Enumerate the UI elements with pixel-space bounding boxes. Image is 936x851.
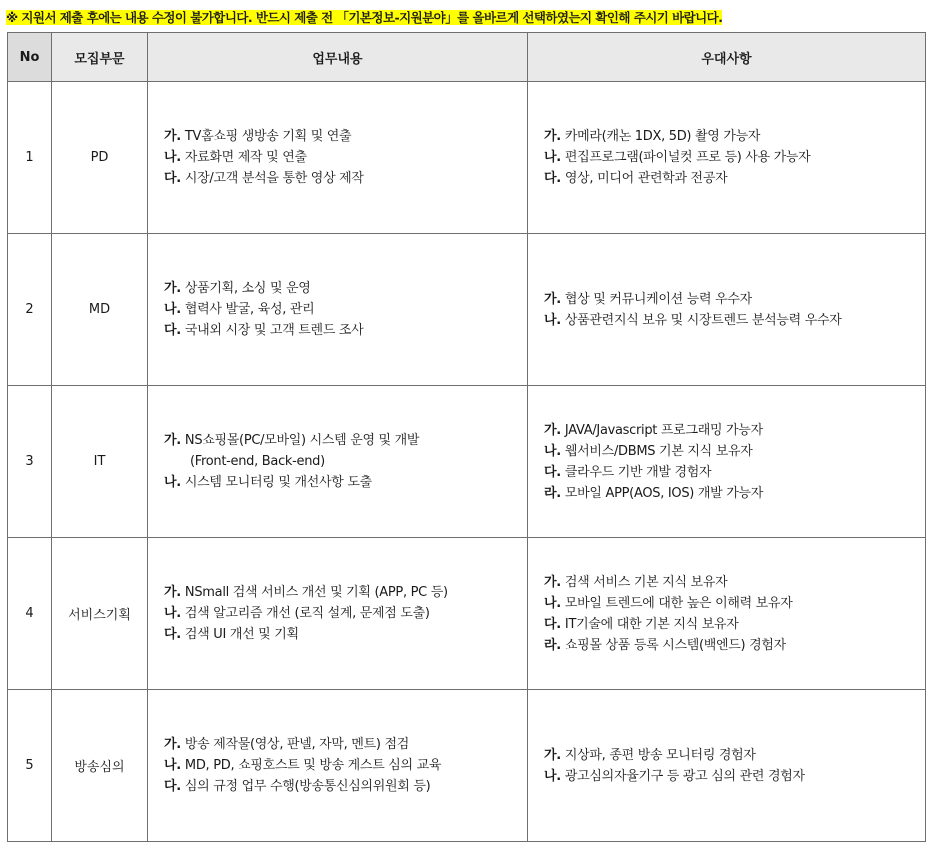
item-text: 편집프로그램(파이널컷 프로 등) 사용 가능자 <box>564 150 811 165</box>
item-text: 시스템 모니터링 및 개선사항 도출 <box>184 475 372 490</box>
item-text: 협상 및 커뮤니케이션 능력 우수자 <box>564 291 752 307</box>
row-department: PD <box>52 82 148 234</box>
preferred-cell <box>528 234 926 386</box>
preferred-item <box>544 168 919 189</box>
duty-item <box>164 168 521 189</box>
preferred-cell <box>528 538 926 690</box>
duty-item <box>164 147 521 168</box>
item-marker: 가. <box>164 433 181 448</box>
row-department: 서비스기획 <box>52 538 148 690</box>
item-marker: 나. <box>544 768 561 784</box>
row-number: 1 <box>8 82 52 234</box>
item-text: 검색 UI 개선 및 기획 <box>184 627 299 642</box>
item-text: 클라우드 기반 개발 경험자 <box>564 464 712 480</box>
duty-item <box>164 603 521 624</box>
preferred-cell <box>528 690 926 842</box>
duties-cell <box>148 234 528 386</box>
duty-item <box>164 624 521 645</box>
preferred-item <box>544 420 919 441</box>
item-text: 상품관련지식 보유 및 시장트렌드 분석능력 우수자 <box>564 312 842 328</box>
item-marker: 가. <box>544 422 561 438</box>
item-text: 자료화면 제작 및 연출 <box>184 150 307 165</box>
item-text: 협력사 발굴, 육성, 관리 <box>184 302 315 317</box>
item-text: 검색 서비스 기본 지식 보유자 <box>564 574 728 590</box>
preferred-item <box>544 147 919 168</box>
row-department: 방송심의 <box>52 690 148 842</box>
item-text: 시장/고객 분석을 통한 영상 제작 <box>184 171 364 186</box>
item-marker: 다. <box>164 779 181 794</box>
duty-item <box>164 582 521 603</box>
item-marker: 가. <box>164 737 181 752</box>
duty-item <box>164 472 521 493</box>
item-marker: 나. <box>544 150 561 165</box>
preferred-item <box>544 572 919 593</box>
item-marker: 라. <box>544 485 561 501</box>
table-header-row <box>8 33 926 82</box>
item-text: 모바일 트렌드에 대한 높은 이해력 보유자 <box>564 595 793 611</box>
header-preferred: 우대사항 <box>528 33 926 82</box>
item-text: NS쇼핑몰(PC/모바일) 시스템 운영 및 개발 <box>184 433 420 448</box>
header-dept: 모집부문 <box>52 33 148 82</box>
item-text: 국내외 시장 및 고객 트렌드 조사 <box>184 323 364 338</box>
item-text: NSmall 검색 서비스 개선 및 기획 (APP, PC 등) <box>184 585 448 600</box>
item-text: JAVA/Javascript 프로그래밍 가능자 <box>564 422 763 438</box>
item-marker: 다. <box>164 323 181 338</box>
item-text: 모바일 APP(AOS, IOS) 개발 가능자 <box>564 485 764 501</box>
duty-item <box>164 734 521 755</box>
row-department: IT <box>52 386 148 538</box>
item-marker: 다. <box>164 627 181 642</box>
item-text: MD, PD, 쇼핑호스트 및 방송 게스트 심의 교육 <box>184 758 442 773</box>
item-marker: 나. <box>164 150 181 165</box>
item-text: (Front-end, Back-end) <box>190 454 325 469</box>
duties-cell <box>148 538 528 690</box>
item-marker: 가. <box>544 574 561 590</box>
item-text: IT기술에 대한 기본 지식 보유자 <box>564 616 739 632</box>
item-marker: 나. <box>544 312 561 328</box>
preferred-item <box>544 766 919 787</box>
duty-item <box>164 776 521 797</box>
preferred-item <box>544 310 919 331</box>
duties-cell <box>148 690 528 842</box>
notice-prefix: ※ 지원서 제출 후에는 내용 수정이 불가합니다. 반드시 제출 전 <box>6 10 337 25</box>
item-text: 지상파, 종편 방송 모니터링 경험자 <box>564 747 756 763</box>
item-marker: 다. <box>164 171 181 186</box>
preferred-item <box>544 126 919 147</box>
preferred-item <box>544 483 919 504</box>
table-row <box>8 538 926 690</box>
item-marker: 다. <box>544 616 561 632</box>
table-row <box>8 690 926 842</box>
duties-cell <box>148 82 528 234</box>
item-marker: 나. <box>544 595 561 611</box>
duty-item <box>164 430 521 451</box>
row-number: 5 <box>8 690 52 842</box>
item-marker: 나. <box>164 758 181 773</box>
item-marker: 나. <box>164 475 181 490</box>
row-number: 2 <box>8 234 52 386</box>
duty-item <box>164 451 521 472</box>
item-text: 심의 규정 업무 수행(방송통신심의위원회 등) <box>184 779 431 794</box>
item-marker: 가. <box>544 747 561 763</box>
table-row <box>8 234 926 386</box>
item-marker: 라. <box>544 637 561 653</box>
item-marker: 나. <box>164 606 181 621</box>
item-marker: 나. <box>164 302 181 317</box>
item-text: TV홈쇼핑 생방송 기획 및 연출 <box>184 129 352 144</box>
item-text: 방송 제작물(영상, 판넬, 자막, 멘트) 점검 <box>184 737 409 752</box>
preferred-item <box>544 614 919 635</box>
item-text: 검색 알고리즘 개선 (로직 설계, 문제점 도출) <box>184 606 430 621</box>
item-marker: 가. <box>164 585 181 600</box>
item-marker: 다. <box>544 171 561 186</box>
duty-item <box>164 278 521 299</box>
header-duties: 업무내용 <box>148 33 528 82</box>
table-row <box>8 386 926 538</box>
duty-item <box>164 299 521 320</box>
item-marker: 가. <box>164 129 181 144</box>
item-marker: 다. <box>544 464 561 480</box>
preferred-cell <box>528 82 926 234</box>
preferred-item <box>544 441 919 462</box>
item-text: 상품기획, 소싱 및 운영 <box>184 281 311 296</box>
duties-cell <box>148 386 528 538</box>
recruitment-table <box>7 32 926 842</box>
preferred-cell <box>528 386 926 538</box>
notice-banner <box>6 6 936 30</box>
duty-item <box>164 320 521 341</box>
duty-item <box>164 126 521 147</box>
item-text: 영상, 미디어 관련학과 전공자 <box>564 171 728 186</box>
item-marker: 가. <box>544 129 561 144</box>
item-marker: 나. <box>544 443 561 459</box>
notice-highlight: 「기본정보-지원분야」 <box>336 10 458 25</box>
item-marker: 가. <box>544 291 561 307</box>
row-department: MD <box>52 234 148 386</box>
item-text: 웹서비스/DBMS 기본 지식 보유자 <box>564 443 753 459</box>
item-text: 카메라(캐논 1DX, 5D) 촬영 가능자 <box>564 129 761 144</box>
table-row <box>8 82 926 234</box>
preferred-item <box>544 593 919 614</box>
item-text: 광고심의자율기구 등 광고 심의 관련 경험자 <box>564 768 805 784</box>
item-marker: 가. <box>164 281 181 296</box>
preferred-item <box>544 745 919 766</box>
item-text: 쇼핑몰 상품 등록 시스템(백엔드) 경험자 <box>564 637 786 653</box>
preferred-item <box>544 289 919 310</box>
notice-suffix: 를 올바르게 선택하였는지 확인해 주시기 바랍니다. <box>457 10 723 25</box>
row-number: 3 <box>8 386 52 538</box>
duty-item <box>164 755 521 776</box>
preferred-item <box>544 462 919 483</box>
row-number: 4 <box>8 538 52 690</box>
preferred-item <box>544 635 919 656</box>
header-no: No <box>8 33 52 82</box>
